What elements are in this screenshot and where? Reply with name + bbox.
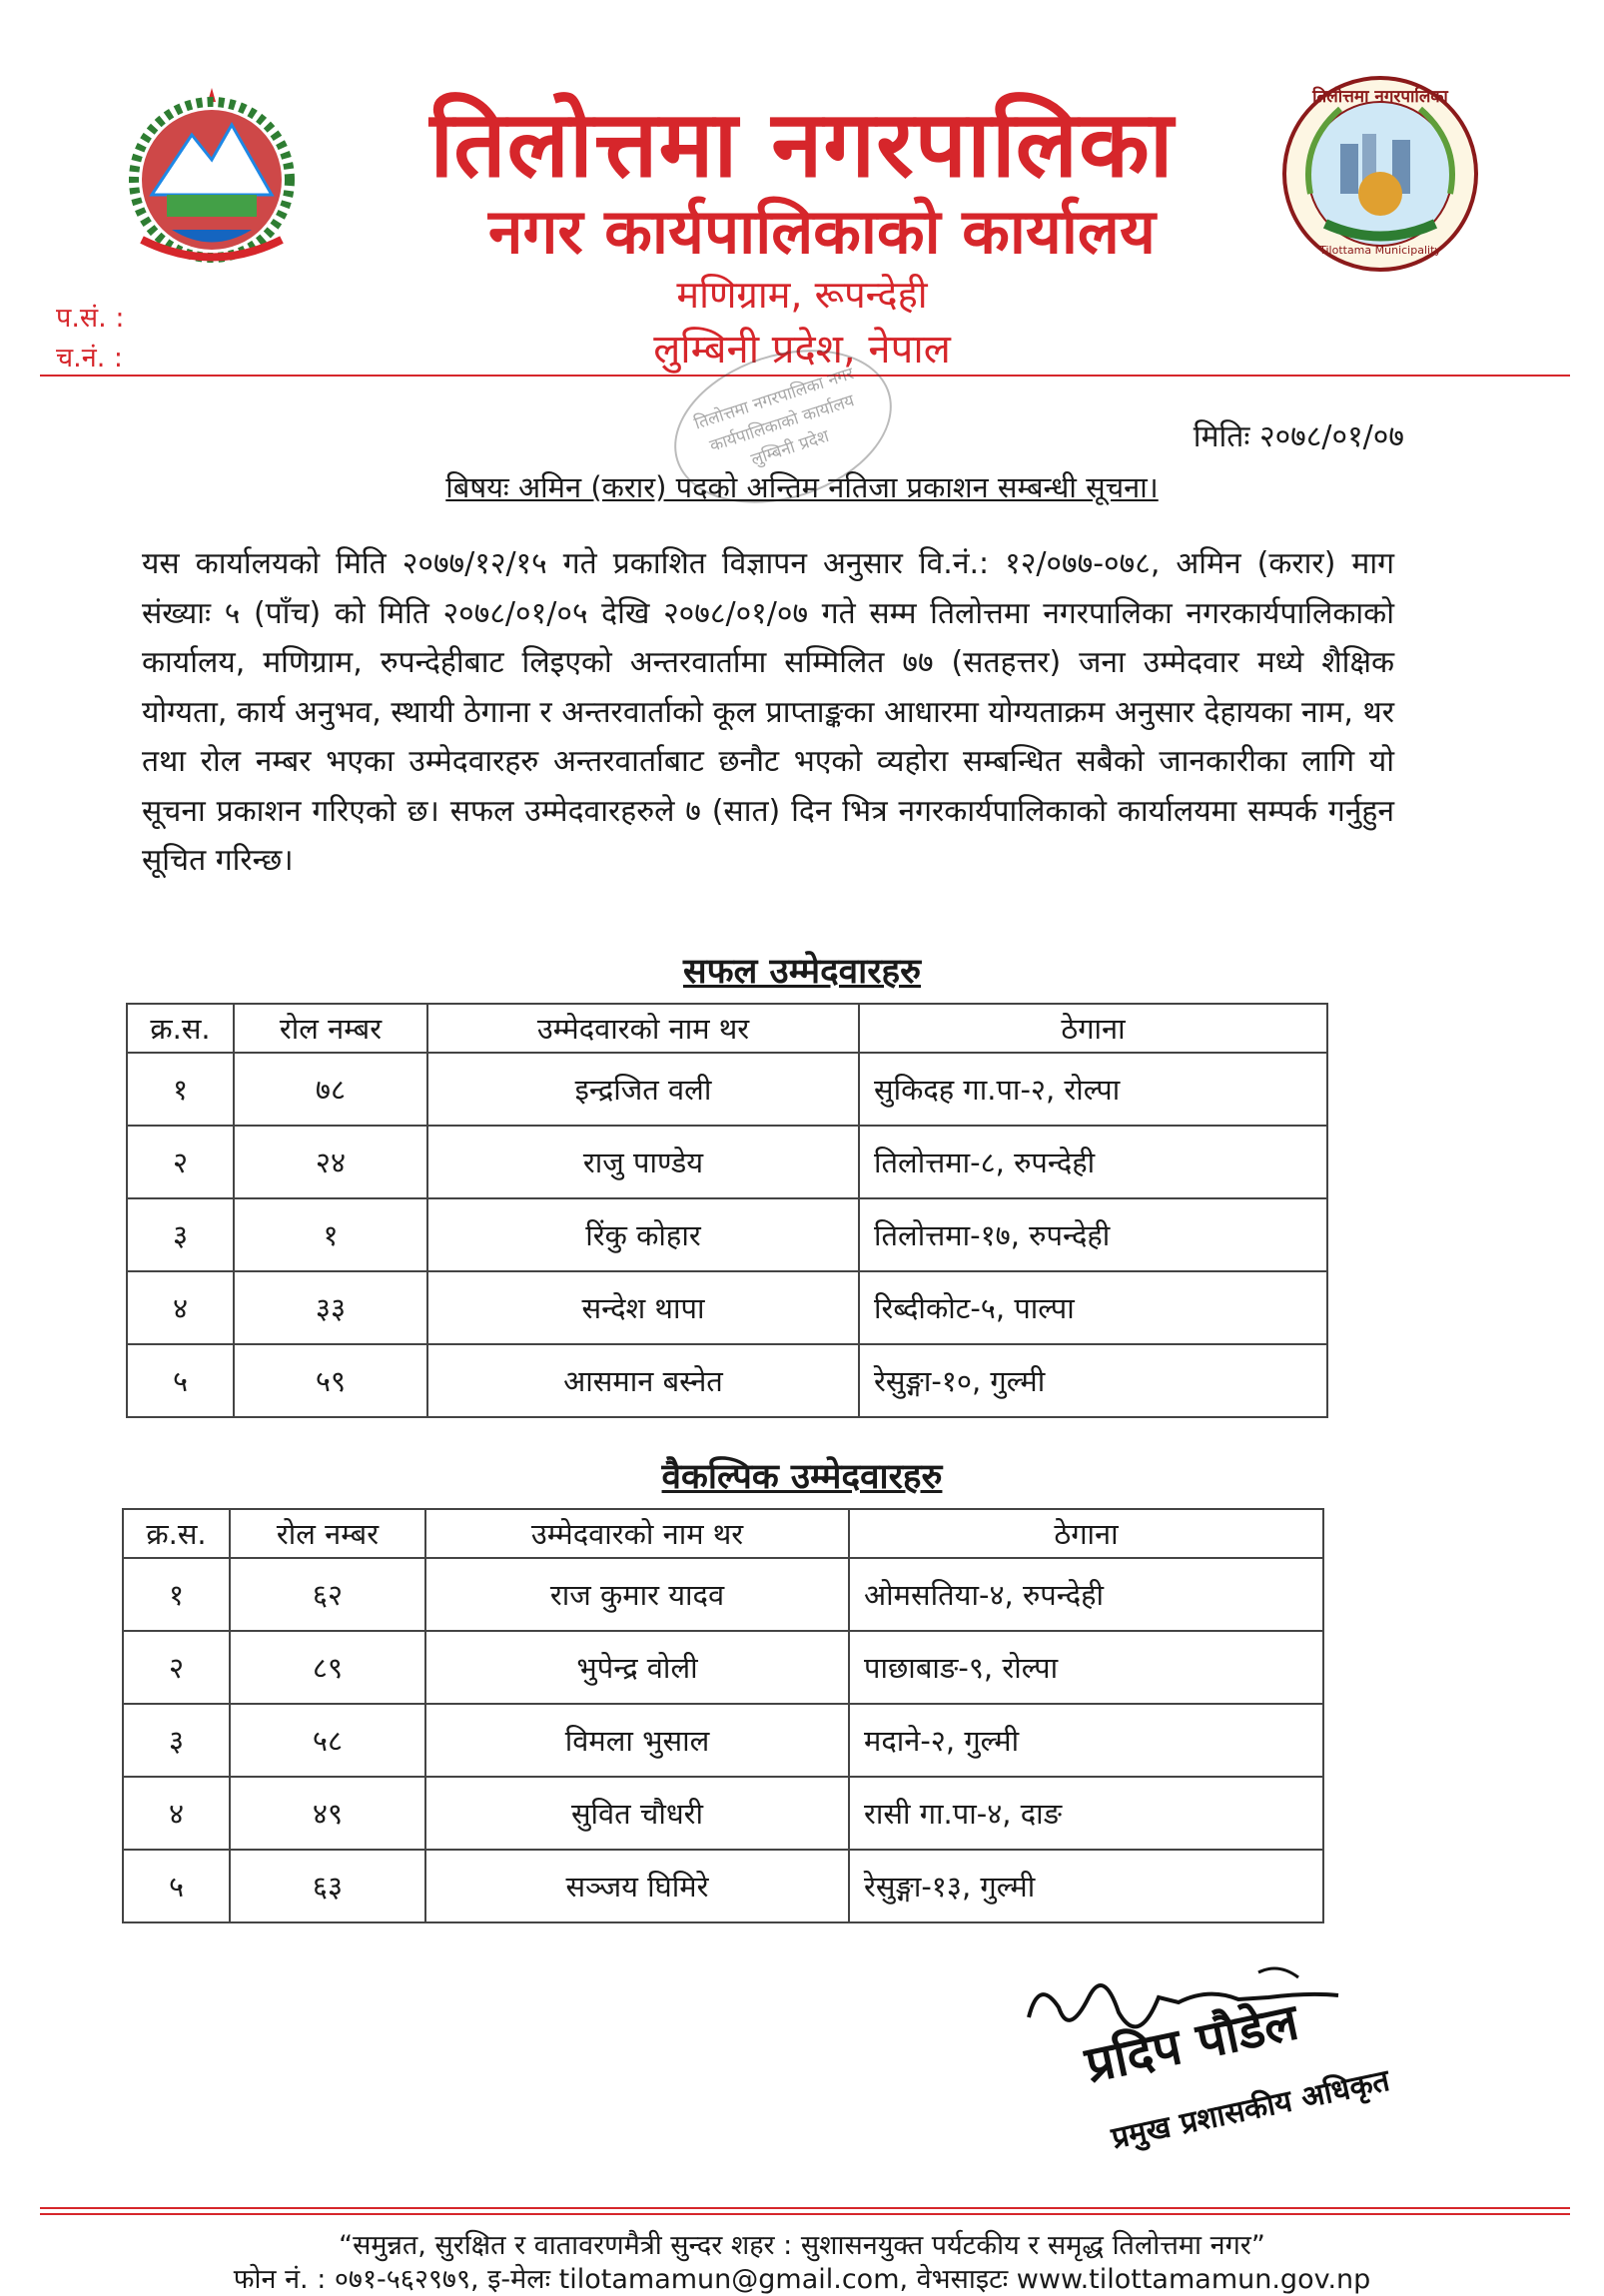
signatory-designation: प्रमुख प्रशासकीय अधिकृत (1108, 2062, 1393, 2157)
footer-motto: “समुन्नत, सुरक्षित र वातावरणमैत्री सुन्दर शहर : सुशासनयुक्त पर्यटकीय र समृद्ध तिलोत्तमा नगर” (339, 2230, 1265, 2261)
municipality-title: तिलोत्तमा नगरपालिका (429, 91, 1175, 198)
address-cell: सुकिदह गा.पा-२, रोल्पा (859, 1053, 1327, 1126)
successful-title-text: सफल उम्मेदवारहरु (682, 952, 922, 992)
name-cell: विमला भुसाल (425, 1704, 849, 1777)
notice-date: मितिः २०७८/०१/०७ (1193, 419, 1404, 454)
notice-body: यस कार्यालयको मिति २०७७/१२/१५ गते प्रकाशित विज्ञापन अनुसार वि.नं.: १२/०७७-०७८, अमिन (करार) माग संख्याः ५ (पाँच) को मिति २०७८/०१/०५ देखि २०७८/०१/०७ गते सम्म तिलोत्तमा नगरपालिका नगरकार्यपालिकाको कार्यालय, मणिग्राम, रुपन्देहीबाट लिइएको अन्तरवार्तामा सम्मिलित ७७ (सतहत्तर) जना उम्मेदवार मध्ये शैक्षिक योग्यता, कार्य अनुभव, स्थायी ठेगाना र अन्तरवार्ताको कूल प्राप्ताङ्कका आधारमा योग्यताक्रम अनुसार देहायका नाम, थर तथा रोल नम्बर भएका उम्मेदवारहरु अन्तरवार्ताबाट छनौट भएको व्यहोरा सम्बन्धित सबैको जानकारीका लागि यो सूचना प्रकाशन गरिएको छ। सफल उम्मेदवारहरुले ७ (सात) दिन भित्र नगरकार्यपालिकाको कार्यालयमा सम्पर्क गर्नुहुन सूचित गरिन्छ। (142, 546, 1394, 878)
address-cell: तिलोत्तमा-८, रुपन्देही (859, 1126, 1327, 1198)
col-roll: रोल नम्बर (234, 1004, 427, 1053)
col-roll: रोल नम्बर (230, 1509, 425, 1558)
name-cell: सन्देश थापा (427, 1271, 859, 1344)
table-row (127, 1126, 1327, 1198)
roll-cell: ८९ (230, 1631, 425, 1704)
alternate-table (122, 1508, 1324, 1923)
table-row (123, 1777, 1323, 1850)
signatory-name: प्रदिप पौडेल (1080, 1992, 1303, 2094)
roll-cell: १ (234, 1198, 427, 1271)
address-cell: रासी गा.पा-४, दाङ (849, 1777, 1323, 1850)
serial-cell: ३ (127, 1198, 234, 1271)
col-address: ठेगाना (849, 1509, 1323, 1558)
roll-cell: ६२ (230, 1558, 425, 1631)
serial-cell: ५ (123, 1850, 230, 1922)
reference-number-label: प.सं. : (56, 303, 125, 334)
roll-cell: ७८ (234, 1053, 427, 1126)
name-cell: इन्द्रजित वली (427, 1053, 859, 1126)
serial-cell: ५ (127, 1344, 234, 1417)
serial-cell: १ (127, 1053, 234, 1126)
office-subtitle: नगर कार्यपालिकाको कार्यालय (488, 195, 1156, 268)
address-cell: मदाने-२, गुल्मी (849, 1704, 1323, 1777)
serial-cell: २ (123, 1631, 230, 1704)
alternate-section-title (0, 1452, 1604, 1499)
col-name: उम्मेदवारको नाम थर (425, 1509, 849, 1558)
roll-cell: ५९ (234, 1344, 427, 1417)
serial-cell: ४ (123, 1777, 230, 1850)
table-row (127, 1053, 1327, 1126)
serial-cell: २ (127, 1126, 234, 1198)
logo-bottom-text: Tilottama Municipality (1319, 244, 1441, 257)
roll-cell: ५८ (230, 1704, 425, 1777)
address-cell: तिलोत्तमा-१७, रुपन्देही (859, 1198, 1327, 1271)
table-row (123, 1631, 1323, 1704)
table-row (123, 1704, 1323, 1777)
serial-cell: १ (123, 1558, 230, 1631)
table-row (127, 1198, 1327, 1271)
name-cell: राज कुमार यादव (425, 1558, 849, 1631)
stamp-text: तिलोत्तमा नगरपालिका नगर कार्यपालिकाको कार्यालय लुम्बिनी प्रदेश (691, 364, 857, 470)
table-header-row (127, 1004, 1327, 1053)
name-cell: आसमान बस्नेत (427, 1344, 859, 1417)
name-cell: रिंकु कोहार (427, 1198, 859, 1271)
address-line-2: लुम्बिनी प्रदेश, नेपाल (653, 327, 951, 373)
col-serial: क्र.स. (123, 1509, 230, 1558)
footer-divider (40, 2207, 1570, 2209)
table-row (123, 1558, 1323, 1631)
roll-cell: ४९ (230, 1777, 425, 1850)
roll-cell: ६३ (230, 1850, 425, 1922)
name-cell: भुपेन्द्र वोली (425, 1631, 849, 1704)
col-address: ठेगाना (859, 1004, 1327, 1053)
address-cell: रिब्दीकोट-५, पाल्पा (859, 1271, 1327, 1344)
name-cell: सञ्जय घिमिरे (425, 1850, 849, 1922)
dispatch-number-label: च.नं. : (56, 343, 123, 374)
table-header-row (123, 1509, 1323, 1558)
notice-subject (0, 467, 1604, 506)
address-cell: ओमसतिया-४, रुपन्देही (849, 1558, 1323, 1631)
address-cell: पाछाबाङ-९, रोल्पा (849, 1631, 1323, 1704)
table-row (127, 1271, 1327, 1344)
subject-text: बिषयः अमिन (करार) पदको अन्तिम नतिजा प्रकाशन सम्बन्धी सूचना। (445, 470, 1159, 504)
address-cell: रेसुङ्गा-१३, गुल्मी (849, 1850, 1323, 1922)
col-serial: क्र.स. (127, 1004, 234, 1053)
table-row (127, 1344, 1327, 1417)
logo-top-text: तिलोत्तमा नगरपालिका (1312, 87, 1448, 107)
name-cell: राजु पाण्डेय (427, 1126, 859, 1198)
alternate-title-text: वैकल्पिक उम्मेदवारहरु (661, 1457, 943, 1497)
col-name: उम्मेदवारको नाम थर (427, 1004, 859, 1053)
serial-cell: ३ (123, 1704, 230, 1777)
serial-cell: ४ (127, 1271, 234, 1344)
successful-table (126, 1003, 1328, 1418)
name-cell: सुवित चौधरी (425, 1777, 849, 1850)
roll-cell: ३३ (234, 1271, 427, 1344)
successful-section-title (0, 947, 1604, 994)
footer-divider-thin (40, 2213, 1570, 2215)
address-cell: रेसुङ्गा-१०, गुल्मी (859, 1344, 1327, 1417)
roll-cell: २४ (234, 1126, 427, 1198)
footer-contact: फोन नं. : ०७१-५६२९७९, इ-मेलः tilotamamun@gmail.com, वेभसाइटः www.tilottamamun.gov.np (233, 2264, 1371, 2295)
address-line-1: मणिग्राम, रूपन्देही (676, 273, 928, 317)
table-row (123, 1850, 1323, 1922)
